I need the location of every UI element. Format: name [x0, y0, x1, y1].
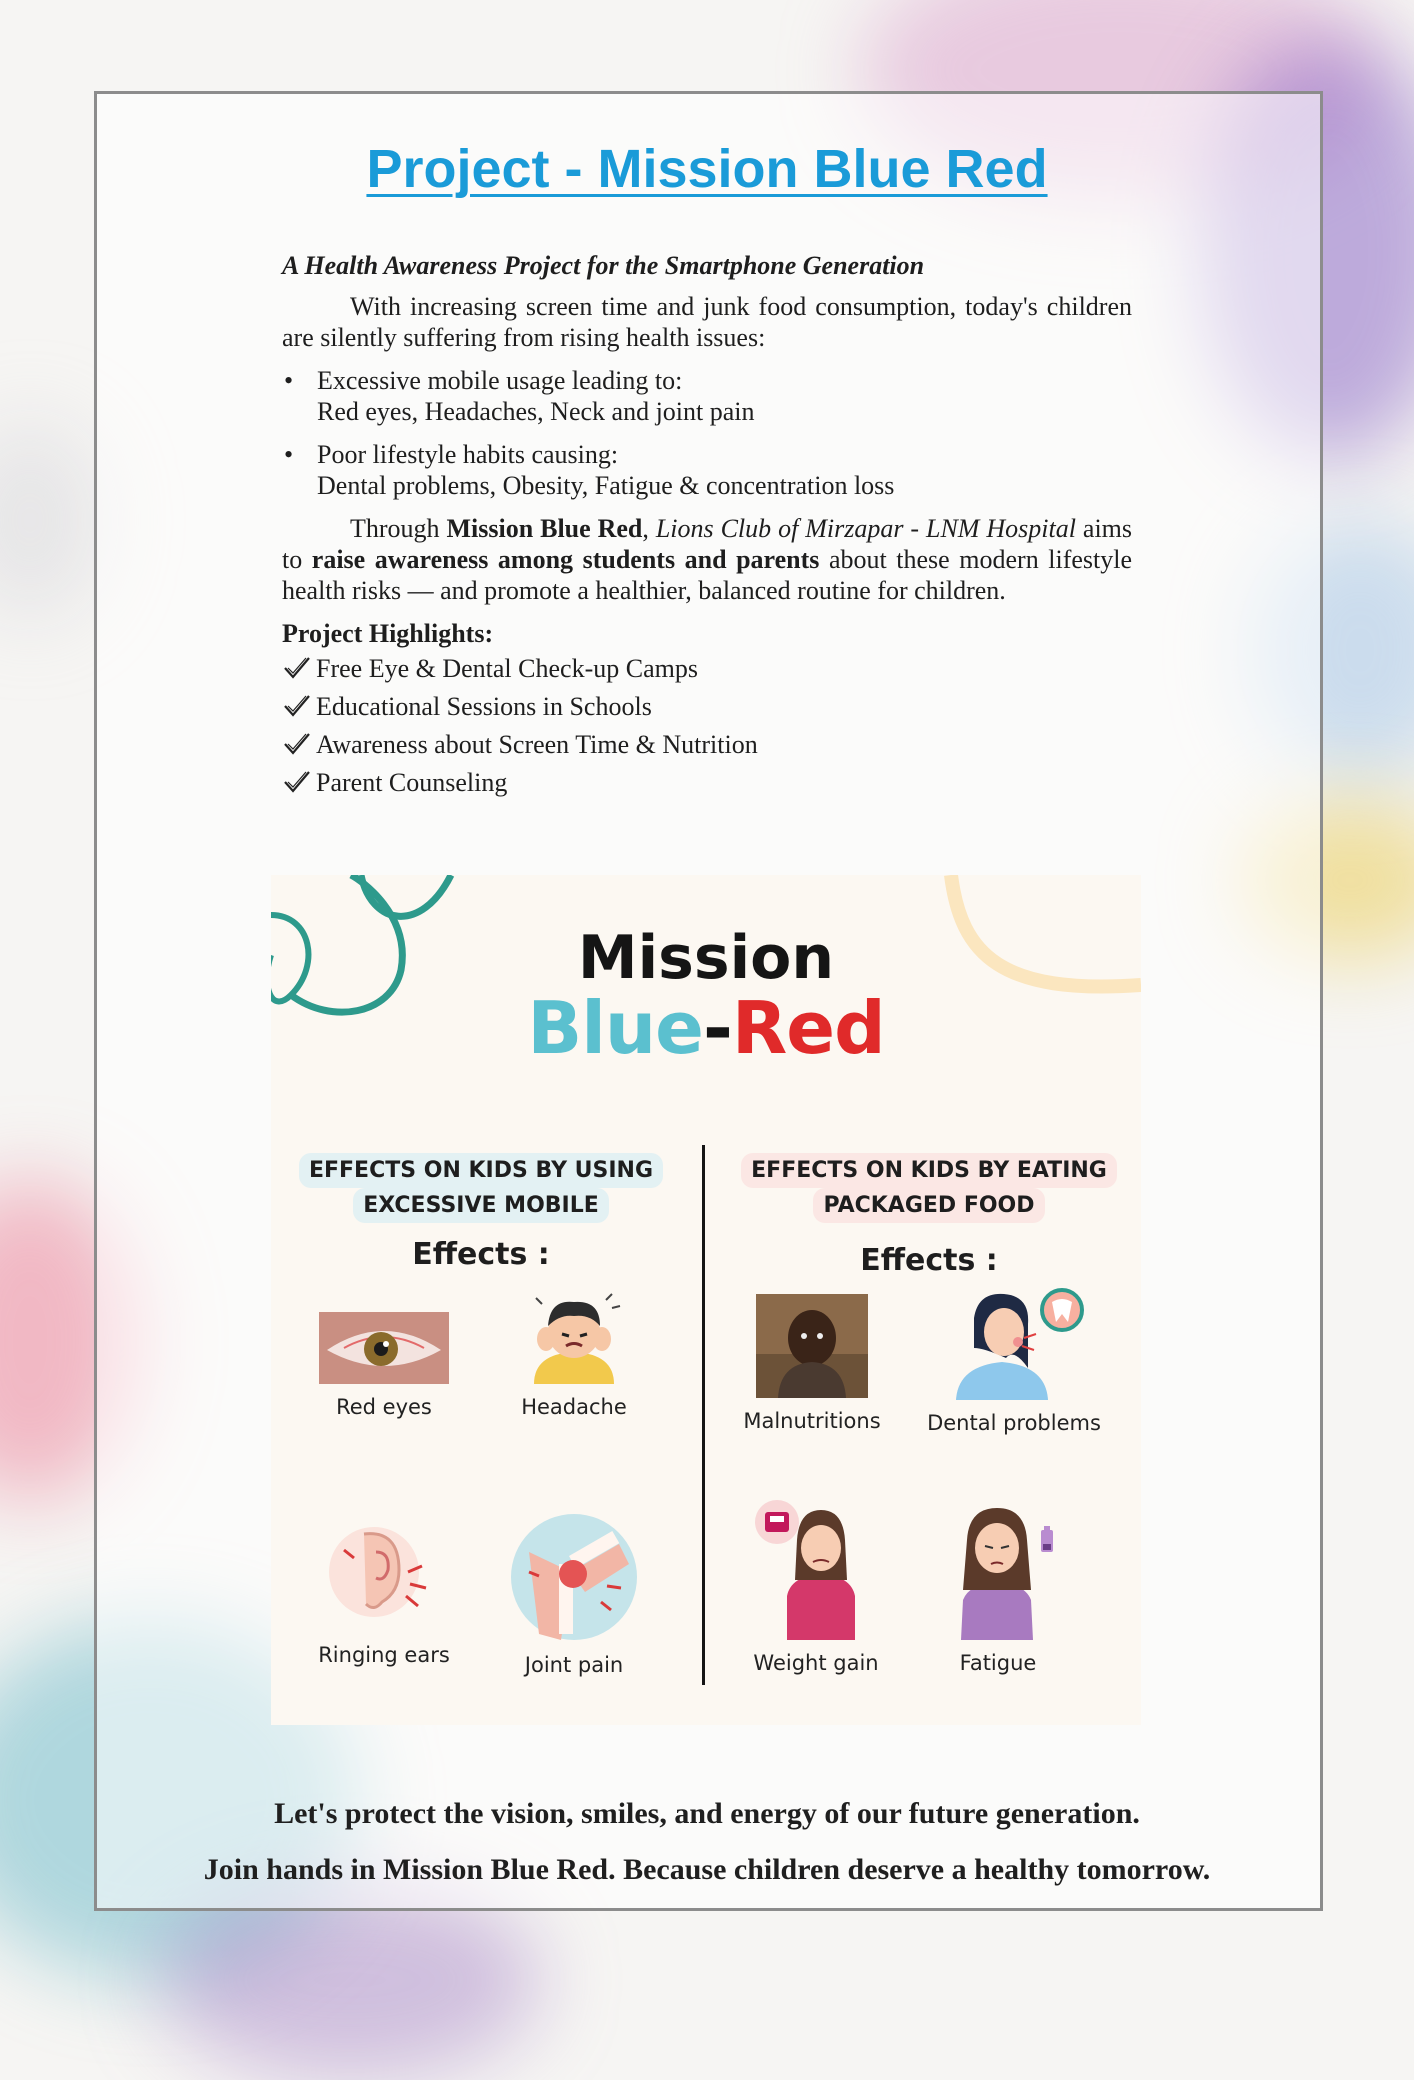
effect-item	[289, 1512, 479, 1671]
effect-item	[717, 1294, 907, 1437]
checkmark-icon	[282, 655, 312, 681]
highlight-text: Awareness about Screen Time & Nutrition	[316, 729, 758, 759]
eye-icon	[319, 1312, 449, 1384]
effect-item	[479, 1512, 669, 1681]
aims-italic: Lions Club of Mirzapar - LNM Hospital	[655, 514, 1076, 543]
mobile-effects-column	[281, 1153, 681, 1712]
heading-line: EXCESSIVE MOBILE	[353, 1188, 609, 1223]
subtitle: A Health Awareness Project for the Smartphone Generation	[282, 251, 925, 280]
closing-line: Join hands in Mission Blue Red. Because children deserve a healthy tomorrow.	[203, 1853, 1211, 1886]
ringing-ear-icon	[324, 1512, 444, 1632]
effect-label: Ringing ears	[318, 1643, 450, 1667]
page-title: Project - Mission Blue Red	[366, 139, 1048, 199]
list-item	[282, 725, 1132, 763]
title-red-word: Red	[731, 986, 885, 1070]
mission-poster	[271, 875, 1141, 1725]
effect-item	[721, 1500, 911, 1679]
watercolor-wash	[0, 420, 100, 620]
title-blue-word: Blue	[527, 986, 703, 1070]
highlights-list	[282, 649, 1132, 801]
checkmark-icon	[282, 769, 312, 795]
list-item	[282, 439, 1132, 501]
heading-line: EFFECTS ON KIDS BY USING	[299, 1153, 663, 1188]
intro-paragraph: With increasing screen time and junk food consumption, today's children are silently suffering from rising health issues:	[282, 292, 1132, 352]
bullet-detail: Red eyes, Headaches, Neck and joint pain	[317, 397, 755, 426]
aims-text: aims to	[282, 514, 1133, 574]
issues-list	[282, 365, 1132, 501]
list-item	[282, 365, 1132, 427]
effect-item	[479, 1284, 669, 1423]
list-item	[282, 763, 1132, 801]
list-item	[282, 649, 1132, 687]
closing-line: Let's protect the vision, smiles, and energy of our future generation.	[274, 1797, 1140, 1830]
bullet-head: Excessive mobile usage leading to:	[317, 366, 683, 395]
food-effects-column	[729, 1153, 1129, 1718]
aims-text: Through	[350, 514, 447, 543]
effect-label: Malnutritions	[743, 1409, 881, 1433]
effect-label: Dental problems	[927, 1411, 1101, 1435]
weight-gain-girl-icon	[751, 1500, 881, 1640]
effect-label: Joint pain	[524, 1653, 624, 1677]
column-divider	[702, 1145, 705, 1685]
mobile-effects-heading	[281, 1153, 681, 1223]
food-effects-heading	[729, 1153, 1129, 1223]
aims-bold: Mission Blue Red	[446, 514, 643, 543]
bullet-head: Poor lifestyle habits causing:	[317, 440, 619, 469]
list-item	[282, 687, 1132, 725]
article-body	[282, 250, 1132, 801]
effect-item	[903, 1500, 1093, 1679]
aims-paragraph	[282, 513, 1132, 606]
effects-grid	[729, 1278, 1129, 1718]
highlight-text: Parent Counseling	[316, 767, 508, 797]
poster-title-line2	[271, 986, 1141, 1070]
aims-bold: raise awareness among students and parents	[311, 545, 820, 574]
effects-label: Effects :	[412, 1237, 550, 1272]
highlights-title: Project Highlights:	[282, 619, 494, 648]
effect-item	[919, 1288, 1109, 1439]
title-dash: -	[702, 986, 732, 1070]
effects-label: Effects :	[860, 1243, 998, 1278]
poster-title	[271, 923, 1141, 1070]
effect-label: Red eyes	[336, 1395, 432, 1419]
knee-joint-icon	[509, 1512, 639, 1642]
malnourished-child-icon	[756, 1294, 868, 1398]
effects-grid	[281, 1272, 681, 1712]
heading-line: EFFECTS ON KIDS BY EATING	[741, 1153, 1117, 1188]
poster-title-line1: Mission	[577, 923, 835, 993]
fatigue-girl-icon	[933, 1500, 1063, 1640]
effect-label: Weight gain	[753, 1651, 879, 1675]
effect-label: Headache	[521, 1395, 627, 1419]
effect-label: Fatigue	[959, 1651, 1037, 1675]
checkmark-icon	[282, 731, 312, 757]
bullet-detail: Dental problems, Obesity, Fatigue & concentration loss	[317, 471, 895, 500]
effect-item	[289, 1312, 479, 1423]
toothache-girl-icon	[944, 1288, 1084, 1400]
aims-text: ,	[642, 514, 656, 543]
highlight-text: Free Eye & Dental Check-up Camps	[316, 653, 698, 683]
heading-line: PACKAGED FOOD	[813, 1188, 1044, 1223]
aims-text: about these modern lifestyle health risks — and promote a healthier, balanced routine for children.	[282, 545, 1132, 605]
headache-kid-icon	[514, 1284, 634, 1384]
checkmark-icon	[282, 693, 312, 719]
highlight-text: Educational Sessions in Schools	[316, 691, 652, 721]
